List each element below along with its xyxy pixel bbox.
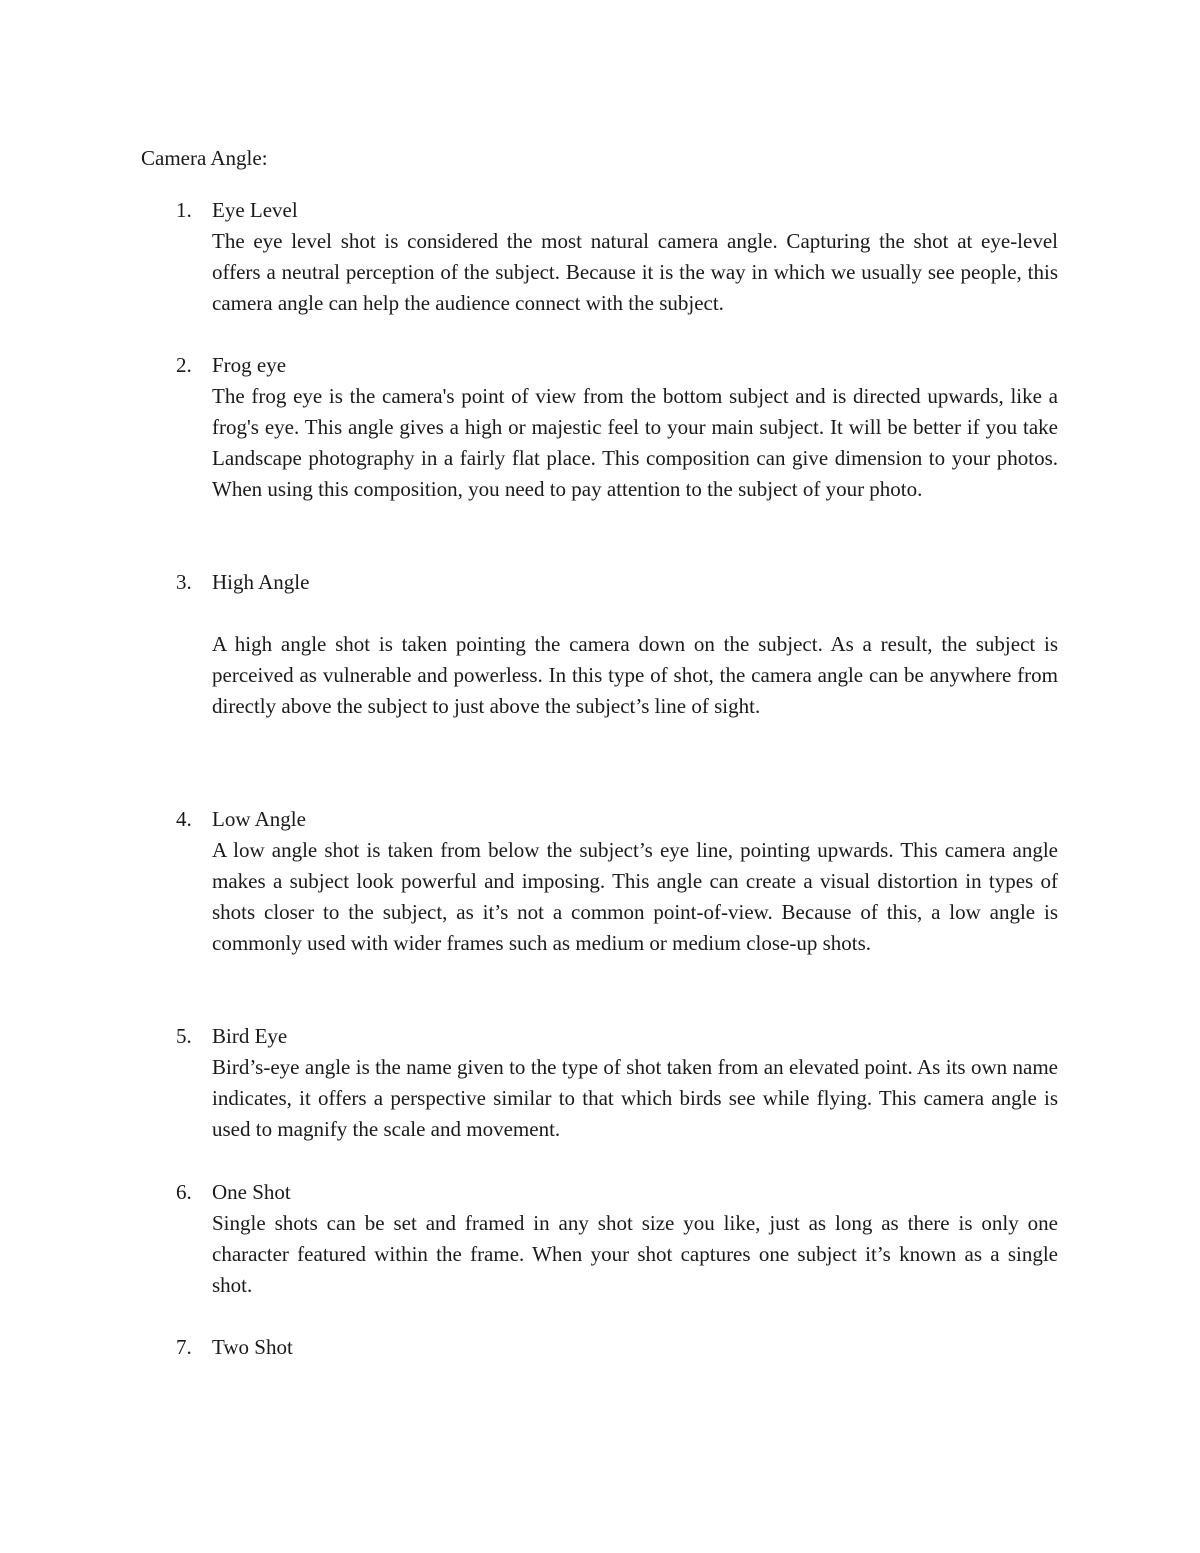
list-number: 7. — [176, 1335, 192, 1359]
list-item-body: A high angle shot is taken pointing the camera down on the subject. As a result, the subject is perceived as vulnerable and powerless. In this type of shot, the camera angle can be anywhere from directly above the subject to just above the subject’s line of sight. — [212, 632, 1058, 718]
list-item-title: Two Shot — [212, 1335, 293, 1359]
list-item-body: Bird’s-eye angle is the name given to the type of shot taken from an elevated point. As its own name indicates, it offers a perspective similar to that which birds see while flying. This camera angle is used to magnify the scale and movement. — [212, 1055, 1058, 1141]
list-item-title: High Angle — [212, 570, 310, 594]
list-item-title: Bird Eye — [212, 1024, 288, 1048]
list-number: 1. — [176, 198, 192, 222]
list-item-title: Eye Level — [212, 198, 298, 222]
page-heading: Camera Angle: — [141, 146, 268, 170]
list-number: 6. — [176, 1180, 192, 1204]
list-item-body: A low angle shot is taken from below the subject’s eye line, pointing upwards. This camera angle makes a subject look powerful and imposing. This angle can create a visual distortion in types of shots closer to the subject, as it’s not a common point-of-view. Because of this, a low angle is commonly used with wider frames such as medium or medium close-up shots. — [212, 838, 1058, 955]
list-item-title: Low Angle — [212, 807, 306, 831]
list-item-title: One Shot — [212, 1180, 291, 1204]
list-item-body: Single shots can be set and framed in any shot size you like, just as long as there is only one character featured within the frame. When your shot captures one subject it’s known as a single shot. — [212, 1211, 1058, 1297]
list-item-body: The frog eye is the camera's point of view from the bottom subject and is directed upwards, like a frog's eye. This angle gives a high or majestic feel to your main subject. It will be better if you take Landscape photography in a fairly flat place. This composition can give dimension to your photos. When using this composition, you need to pay attention to the subject of your photo. — [212, 384, 1058, 501]
list-item-body: The eye level shot is considered the most natural camera angle. Capturing the shot at eye-level offers a neutral perception of the subject. Because it is the way in which we usually see people, this camera angle can help the audience connect with the subject. — [212, 229, 1058, 315]
list-number: 3. — [176, 570, 192, 594]
list-item-title: Frog eye — [212, 353, 287, 377]
list-number: 4. — [176, 807, 192, 831]
list-number: 5. — [176, 1024, 192, 1048]
list-number: 2. — [176, 353, 192, 377]
